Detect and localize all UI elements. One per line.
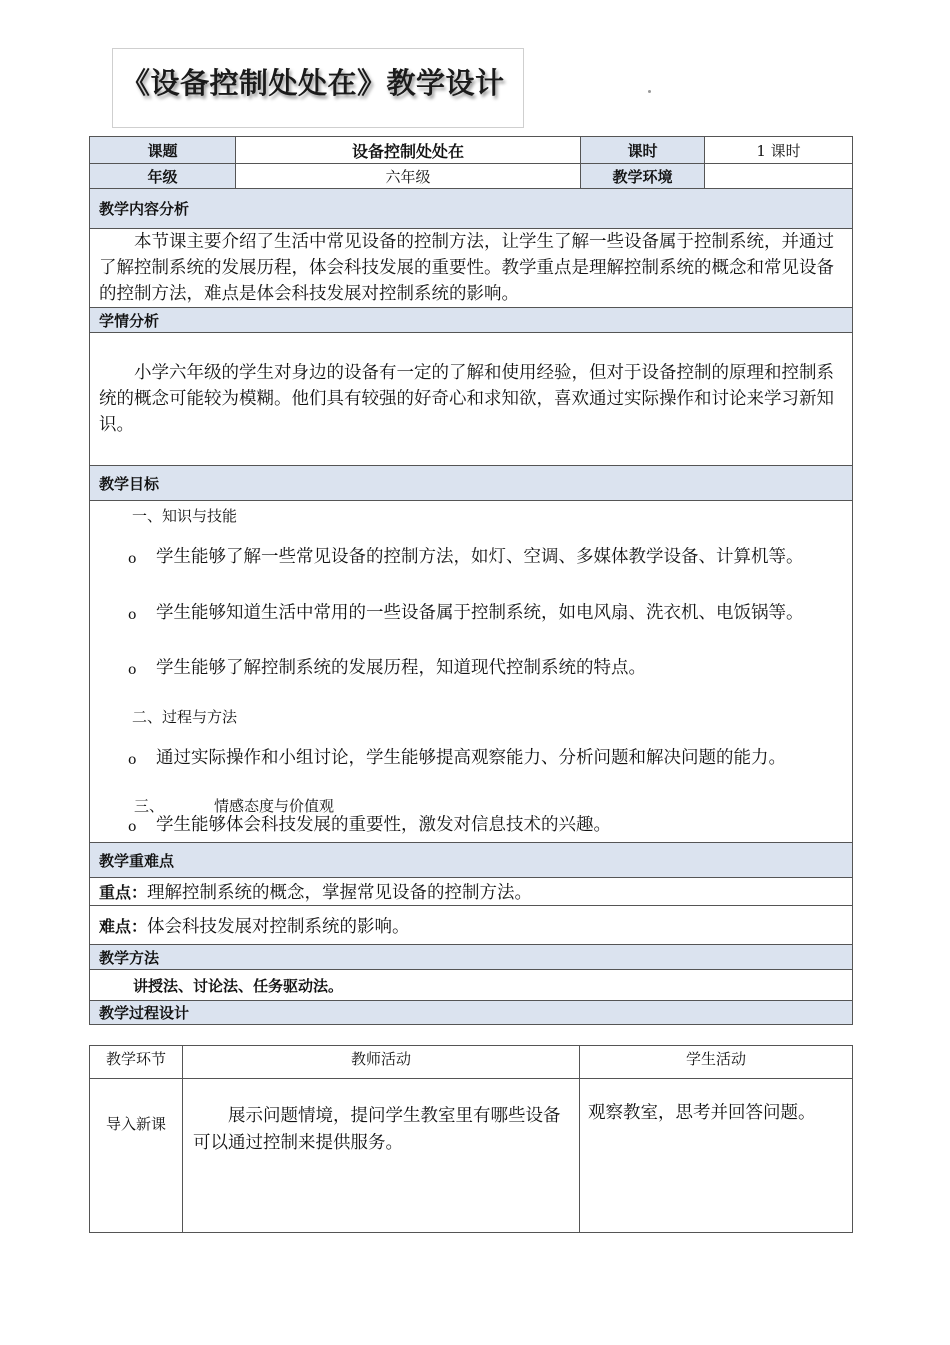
env-value: [705, 164, 853, 189]
key-point-row: [90, 878, 853, 906]
difficulty-label: 难点：: [99, 916, 148, 936]
objectives-sub3: 情感态度与价值观: [214, 797, 335, 815]
period-value: 1 课时: [705, 137, 853, 164]
objective-item: 学生能够了解一些常见设备的控制方法，如灯、空调、多媒体教学设备、计算机等。: [156, 547, 804, 567]
key-points-heading: 教学重难点: [90, 843, 853, 878]
process-header-teacher: 教师活动: [183, 1046, 580, 1079]
objective-item: 学生能够知道生活中常用的一些设备属于控制系统，如电风扇、洗衣机、电饭锅等。: [156, 603, 804, 623]
objectives-body: [90, 501, 852, 842]
difficulty-text: 体会科技发展对控制系统的影响。: [147, 916, 410, 937]
bullet-marker: o: [128, 819, 137, 835]
grade-value: 六年级: [236, 164, 581, 189]
bullet-marker: o: [128, 607, 137, 623]
document-title: 《设备控制处处在》教学设计: [121, 66, 505, 100]
objectives-sub2: 二、过程与方法: [132, 708, 238, 726]
process-header-student: 学生活动: [580, 1046, 853, 1079]
env-label: 教学环境: [581, 164, 705, 189]
grade-label: 年级: [90, 164, 236, 189]
table-row: [90, 1079, 853, 1233]
bullet-marker: o: [128, 551, 137, 567]
bullet-marker: o: [128, 752, 137, 768]
student-analysis-text: 小学六年级的学生对身边的设备有一定的了解和使用经验，但对于设备控制的原理和控制系统的概念可能较为模糊。他们具有较强的好奇心和求知欲，喜欢通过实际操作和讨论来学习新知识。: [90, 333, 853, 466]
objective-item: 学生能够体会科技发展的重要性，激发对信息技术的兴趣。: [156, 815, 611, 835]
topic-label: 课题: [90, 137, 236, 164]
objectives-heading: 教学目标: [90, 466, 853, 501]
objectives-sub3-number: 三、: [134, 797, 165, 815]
period-label: 课时: [581, 137, 705, 164]
objectives-sub1: 一、知识与技能: [132, 507, 238, 525]
process-table: [89, 1045, 853, 1233]
process-student-activity: 观察教室，思考并回答问题。: [580, 1079, 853, 1233]
content-analysis-heading: 教学内容分析: [90, 189, 853, 229]
topic-value: 设备控制处处在: [236, 137, 581, 164]
lesson-plan-table: [89, 136, 853, 1025]
objective-item: 学生能够了解控制系统的发展历程，知道现代控制系统的特点。: [156, 658, 646, 678]
process-stage: 导入新课: [90, 1079, 183, 1233]
process-header-stage: 教学环节: [90, 1046, 183, 1079]
objective-item: 通过实际操作和小组讨论，学生能够提高观察能力、分析问题和解决问题的能力。: [156, 748, 786, 768]
difficulty-row: [90, 906, 853, 945]
title-box: [112, 48, 524, 128]
bullet-marker: o: [128, 662, 137, 678]
objectives-cell: [90, 501, 853, 843]
process-heading: 教学过程设计: [90, 1001, 853, 1025]
process-teacher-activity: 展示问题情境，提问学生教室里有哪些设备可以通过控制来提供服务。: [183, 1079, 580, 1233]
decorative-dot: [648, 90, 651, 93]
key-point-label: 重点：: [99, 883, 148, 902]
key-point-text: 理解控制系统的概念，掌握常见设备的控制方法。: [147, 883, 533, 903]
student-analysis-heading: 学情分析: [90, 308, 853, 333]
methods-text: 讲授法、讨论法、任务驱动法。: [90, 970, 853, 1001]
content-analysis-text: 本节课主要介绍了生活中常见设备的控制方法，让学生了解一些设备属于控制系统，并通过了解控制系统的发展历程，体会科技发展的重要性。教学重点是理解控制系统的概念和常见设备的控制方法，难点是体会科技发展对控制系统的影响。: [90, 229, 853, 308]
methods-heading: 教学方法: [90, 945, 853, 970]
